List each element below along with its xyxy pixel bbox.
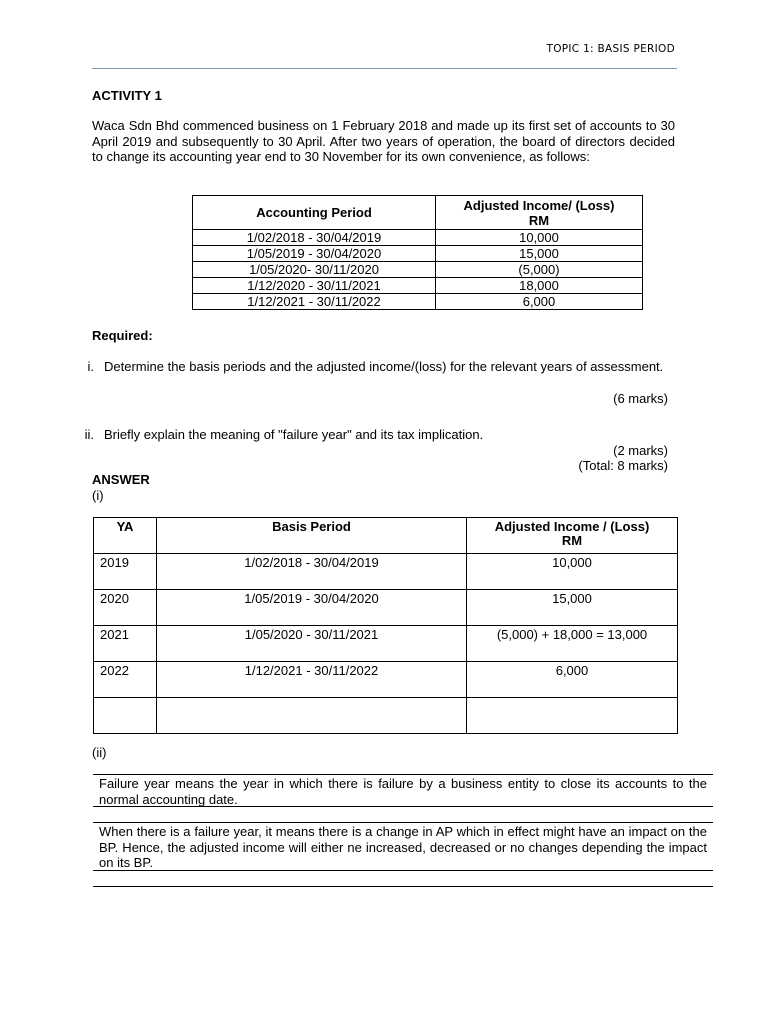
answer-part-ii-label: (ii) xyxy=(92,745,107,760)
question-2-marks: (2 marks) xyxy=(613,443,668,458)
answer-line xyxy=(93,822,713,823)
table-row: 1/02/2018 - 30/04/2019 10,000 xyxy=(193,230,643,246)
answer-heading: ANSWER xyxy=(92,472,150,487)
question-2-text: Briefly explain the meaning of "failure year" and its tax implication. xyxy=(104,427,484,442)
question-1-text: Determine the basis periods and the adjusted income/(loss) for the relevant years of assessment. xyxy=(104,359,664,374)
required-heading: Required: xyxy=(92,328,153,343)
activity-intro: Waca Sdn Bhd commenced business on 1 February 2018 and made up its first set of accounts to 30 April 2019 and subsequently to 30 April. After two years of operation, the board of directors decided to change its accounting year end to 30 November for its own convenience, as follows: xyxy=(92,118,675,164)
table-row: 2022 1/12/2021 - 30/11/2022 6,000 xyxy=(94,662,678,698)
answer-part-i-label: (i) xyxy=(92,488,104,503)
header-basis-period: Basis Period xyxy=(157,518,467,554)
basis-period-answer-table xyxy=(93,517,678,734)
header-adjusted-income-rm: Adjusted Income / (Loss) RM xyxy=(467,518,678,554)
activity-title: ACTIVITY 1 xyxy=(92,88,162,103)
accounting-periods-table xyxy=(192,195,643,310)
table-row xyxy=(94,698,678,734)
question-1-number: i. xyxy=(87,359,94,374)
table-row: 1/05/2020- 30/11/2020 (5,000) xyxy=(193,262,643,278)
answer-paragraph-2: When there is a failure year, it means there is a change in AP which in effect might have an impact on the BP. Hence, the adjusted income will either ne increased, decreased or no changes depending the impact on its BP. xyxy=(99,824,707,870)
total-marks: (Total: 8 marks) xyxy=(578,458,668,473)
answer-paragraph-1: Failure year means the year in which there is failure by a business entity to close its accounts to the normal accounting date. xyxy=(99,776,707,807)
question-1-marks: (6 marks) xyxy=(613,391,668,406)
table-row: 2020 1/05/2019 - 30/04/2020 15,000 xyxy=(94,590,678,626)
header-adjusted-income: Adjusted Income/ (Loss) RM xyxy=(436,196,643,230)
table-row: 1/12/2020 - 30/11/2021 18,000 xyxy=(193,278,643,294)
header-ya: YA xyxy=(94,518,157,554)
table-row: 1/12/2021 - 30/11/2022 6,000 xyxy=(193,294,643,310)
question-2-number: ii. xyxy=(84,427,94,442)
answer-line xyxy=(93,870,713,871)
topic-header: TOPIC 1: BASIS PERIOD xyxy=(546,43,675,55)
table-row: 2021 1/05/2020 - 30/11/2021 (5,000) + 18,000 = 13,000 xyxy=(94,626,678,662)
answer-line xyxy=(93,774,713,775)
table-row: 2019 1/02/2018 - 30/04/2019 10,000 xyxy=(94,554,678,590)
header-accounting-period: Accounting Period xyxy=(193,196,436,230)
table-row: 1/05/2019 - 30/04/2020 15,000 xyxy=(193,246,643,262)
answer-line xyxy=(93,806,713,807)
answer-line xyxy=(93,886,713,887)
header-rule xyxy=(92,68,677,69)
